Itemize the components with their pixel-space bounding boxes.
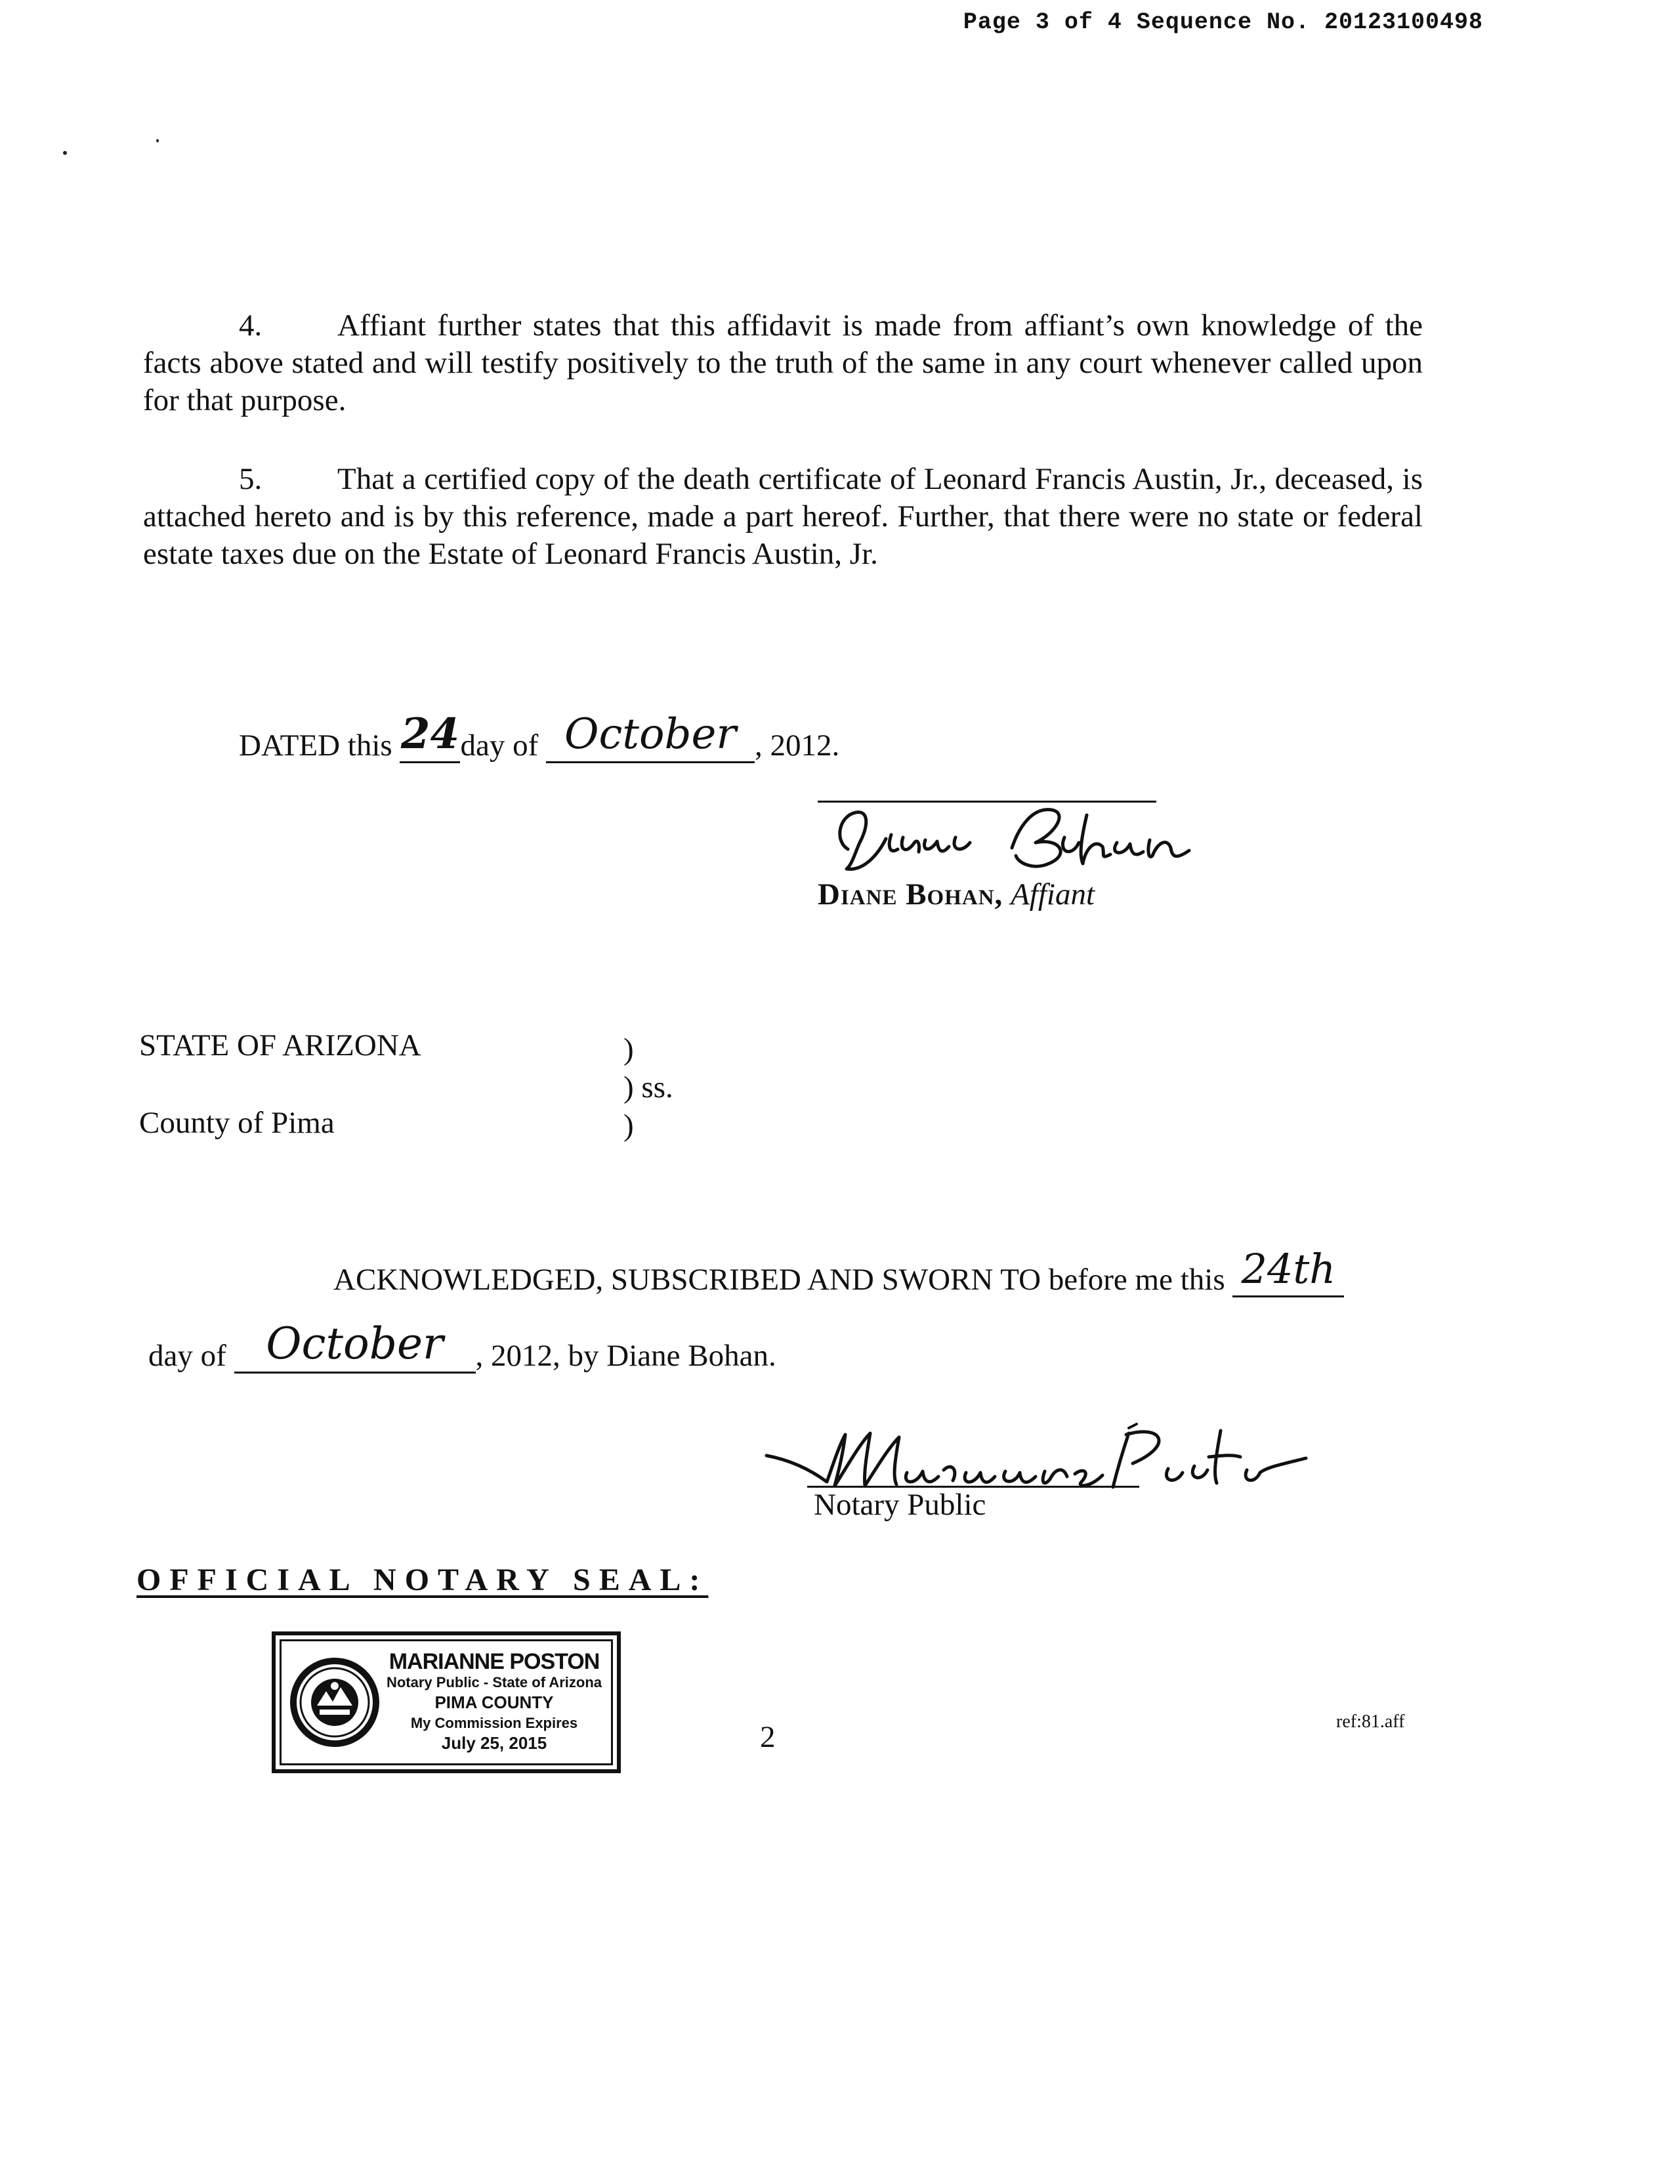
paragraph-number: 5.	[239, 462, 262, 496]
arizona-seal-icon	[285, 1653, 384, 1752]
dated-day-blank	[400, 709, 460, 763]
affiant-role: Affiant	[1011, 877, 1095, 912]
dated-suffix: , 2012.	[754, 728, 840, 763]
venue-ss: ) ss.	[623, 1070, 673, 1104]
page-number: 2	[760, 1720, 776, 1754]
affiant-name: Diane Bohan,	[818, 877, 1003, 912]
ack-suffix: , 2012, by Diane Bohan.	[475, 1339, 776, 1373]
dated-month: October	[564, 710, 736, 759]
ack-day-blank	[1232, 1245, 1344, 1297]
notary-stamp-inner	[280, 1639, 613, 1765]
scan-speck	[63, 151, 67, 155]
stamp-title: Notary Public - State of Arizona	[386, 1673, 602, 1690]
paragraph-text: Affiant further states that this affidavit is made from affiant’s own knowledge of the facts above stated and will testify positively to the truth of the same in any court whenever called upon for that purpose.	[143, 308, 1423, 417]
stamp-commission: My Commission Expires	[410, 1714, 578, 1731]
venue-state: STATE OF ARIZONA	[139, 1028, 421, 1062]
affiant-name-line	[818, 877, 1095, 912]
paragraph-4	[143, 307, 1423, 419]
acknowledgment-text: ACKNOWLEDGED, SUBSCRIBED AND SWORN TO before me this	[333, 1263, 1225, 1297]
ack-month: October	[266, 1318, 444, 1369]
dated-line	[239, 709, 840, 763]
paragraph-5	[143, 461, 1423, 573]
notary-label: Notary Public	[814, 1488, 986, 1522]
affiant-signature-image	[822, 791, 1228, 883]
dated-day-of: day of	[460, 728, 539, 763]
dated-prefix: DATED this	[239, 728, 392, 763]
venue-paren-bottom: )	[623, 1108, 634, 1143]
ack-day-of: day of	[148, 1339, 226, 1373]
official-seal-heading: OFFICIAL NOTARY SEAL:	[136, 1563, 709, 1597]
notary-signature-text: Marianne Poston	[1024, 1417, 1033, 1418]
reference-code: ref:81.aff	[1336, 1712, 1405, 1732]
paragraph-number: 4.	[239, 308, 262, 343]
scan-speck	[156, 139, 159, 142]
stamp-county: PIMA COUNTY	[434, 1692, 554, 1712]
ack-day: 24th	[1241, 1245, 1336, 1293]
page-header: Page 3 of 4 Sequence No. 20123100498	[963, 9, 1483, 35]
acknowledgment-line-2	[148, 1318, 776, 1374]
venue-county: County of Pima	[139, 1106, 335, 1140]
dated-day: 24	[400, 709, 459, 759]
dated-month-blank	[546, 710, 755, 763]
notary-stamp-text	[384, 1648, 611, 1754]
acknowledgment-line-1	[333, 1245, 1344, 1297]
paragraph-text: That a certified copy of the death certificate of Leonard Francis Austin, Jr., deceased, is attached hereto and is by this reference, made a part hereof. Further, that there were no state or federal estate taxes due on the Estate of Leonard Francis Austin, Jr.	[143, 462, 1423, 571]
notary-stamp	[272, 1631, 621, 1773]
stamp-expiry: July 25, 2015	[441, 1732, 547, 1753]
venue-paren-top: )	[623, 1032, 634, 1066]
affiant-signature	[822, 791, 1228, 883]
stamp-notary-name: MARIANNE POSTON	[388, 1648, 600, 1674]
affiant-signature-text: Diane Bohan	[1018, 808, 1026, 809]
ack-month-blank	[234, 1318, 476, 1374]
